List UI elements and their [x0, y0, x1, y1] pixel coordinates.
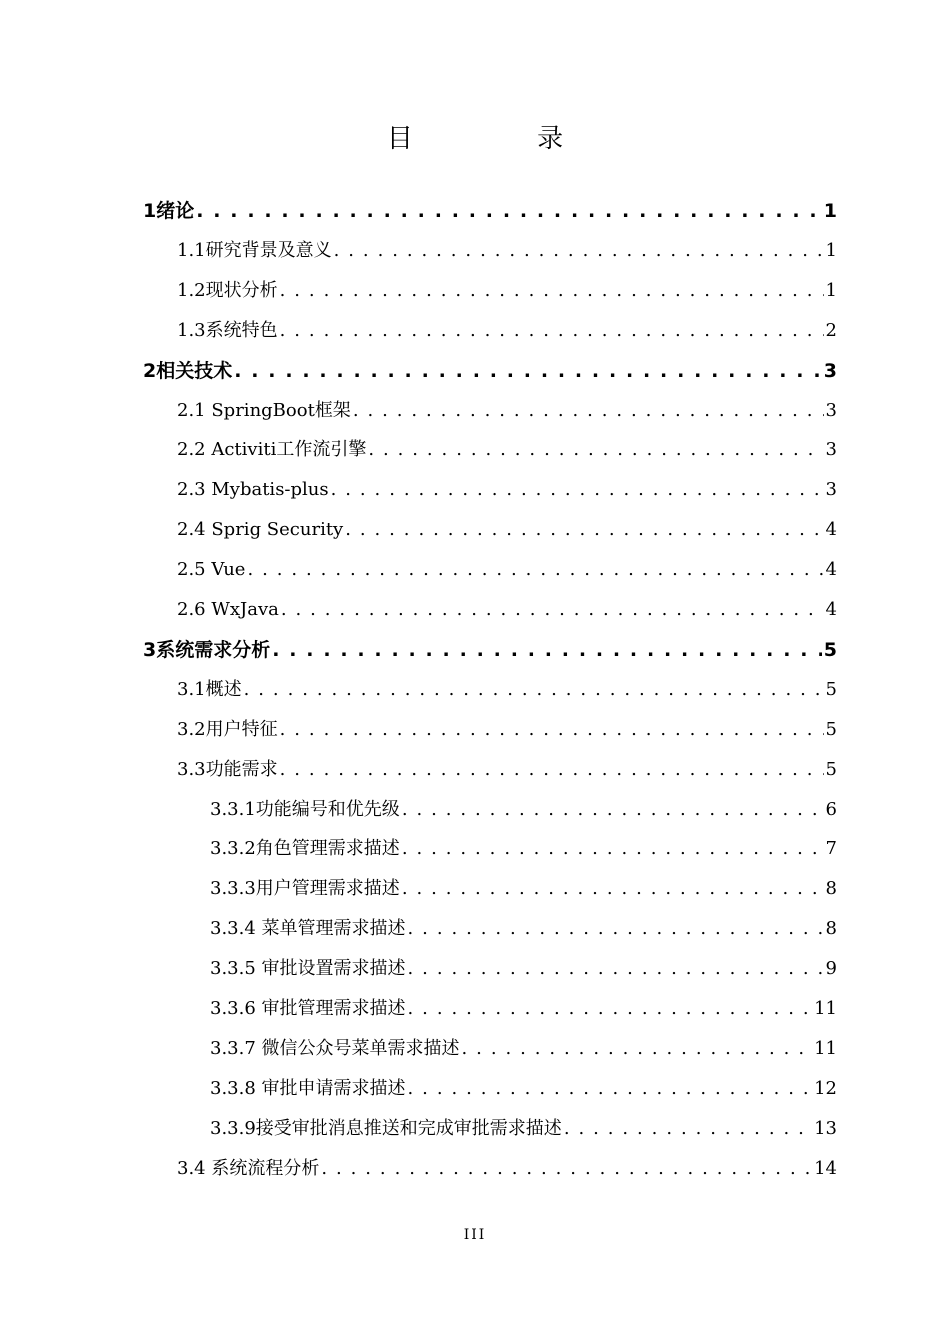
toc-entry-title: 1.3系统特色 [177, 319, 278, 341]
toc-entry-level-3[interactable] [210, 915, 837, 943]
dot-leader [234, 357, 822, 385]
toc-entry-page: 1 [825, 239, 837, 261]
toc-entry-level-2[interactable] [177, 676, 837, 704]
toc-entry-level-2[interactable] [177, 436, 837, 464]
toc-entry-page: 11 [814, 1037, 837, 1059]
toc-entry-page: 4 [825, 559, 837, 581]
toc-entry-title: 1绪论 [143, 200, 195, 222]
dot-leader [272, 636, 822, 664]
toc-entry-page: 5 [825, 718, 837, 740]
toc-entry-level-2[interactable] [177, 716, 837, 744]
toc-entry-page: 5 [825, 758, 837, 780]
toc-entry-page: 14 [814, 1157, 837, 1179]
dot-leader [353, 397, 824, 425]
toc-entry-title: 2.5 Vue [177, 559, 246, 581]
dot-leader [408, 955, 824, 983]
dot-leader [345, 516, 823, 544]
toc-entry-page: 5 [825, 678, 837, 700]
toc-entry-level-2[interactable] [177, 756, 837, 784]
toc-entry-page: 3 [825, 439, 837, 461]
dot-leader [280, 716, 824, 744]
toc-entry-title: 2.6 WxJava [177, 599, 279, 620]
dot-leader [280, 277, 824, 305]
toc-entry-title: 2.1 SpringBoot框架 [177, 399, 351, 421]
toc-entry-level-2[interactable] [177, 476, 837, 504]
toc-entry-page: 5 [823, 638, 837, 661]
toc-entry-page: 4 [825, 519, 837, 541]
toc-entry-title: 3.3.6 审批管理需求描述 [210, 998, 406, 1019]
toc-entry-page: 8 [825, 878, 837, 900]
toc-entry-level-2[interactable] [177, 397, 837, 425]
dot-leader [321, 1155, 812, 1183]
toc-entry-title: 2.2 Activiti工作流引擎 [177, 439, 367, 461]
dot-leader [331, 476, 824, 504]
dot-leader [247, 556, 823, 584]
dot-leader [196, 197, 822, 225]
toc-entry-level-1[interactable] [143, 197, 837, 225]
dot-leader [244, 676, 824, 704]
toc-entry-level-2[interactable] [177, 277, 837, 305]
toc-entry-level-2[interactable] [177, 556, 837, 584]
toc-entry-page: 2 [825, 319, 837, 341]
dot-leader [408, 915, 824, 943]
dot-leader [408, 995, 813, 1023]
toc-entry-page: 6 [825, 798, 837, 820]
dot-leader [402, 835, 824, 863]
toc-entry-title: 2.3 Mybatis-plus [177, 479, 329, 501]
dot-leader [462, 1035, 813, 1063]
toc-entry-page: 4 [825, 599, 837, 620]
toc-entry-title: 2.4 Sprig Security [177, 519, 344, 541]
toc-entry-level-2[interactable] [177, 596, 837, 624]
dot-leader [402, 796, 824, 824]
toc-entry-title: 3.3.1功能编号和优先级 [210, 798, 400, 820]
dot-leader [280, 317, 824, 345]
toc-entry-title: 3.3.9接受审批消息推送和完成审批需求描述 [210, 1117, 562, 1139]
toc-entry-level-2[interactable] [177, 317, 837, 345]
toc-entry-level-3[interactable] [210, 955, 837, 983]
toc-entry-title: 3.1概述 [177, 678, 242, 700]
toc-entry-title: 3.3功能需求 [177, 758, 278, 780]
toc-entry-level-3[interactable] [210, 835, 837, 863]
toc-entry-level-3[interactable] [210, 796, 837, 824]
toc-entry-page: 1 [823, 200, 837, 222]
toc-entry-title: 1.1研究背景及意义 [177, 239, 332, 261]
toc-entry-level-1[interactable] [143, 636, 837, 664]
dot-leader [334, 237, 824, 265]
toc-entry-page: 9 [825, 958, 837, 980]
toc-title: 目 录 [386, 124, 622, 154]
toc-entry-level-3[interactable] [210, 875, 837, 903]
toc-entry-title: 2相关技术 [143, 359, 233, 382]
toc-entry-level-3[interactable] [210, 1035, 837, 1063]
toc-entry-page: 3 [825, 479, 837, 501]
toc-entry-page: 12 [814, 1077, 837, 1099]
dot-leader [564, 1115, 812, 1143]
toc-entry-title: 3.4 系统流程分析 [177, 1157, 320, 1179]
toc-entry-level-2[interactable] [177, 516, 837, 544]
dot-leader [408, 1075, 813, 1103]
page-number: III [463, 1227, 487, 1243]
toc-entry-level-3[interactable] [210, 995, 837, 1023]
toc-entry-page: 8 [825, 918, 837, 940]
dot-leader [280, 756, 824, 784]
toc-entry-level-3[interactable] [210, 1075, 837, 1103]
toc-entry-level-2[interactable] [177, 237, 837, 265]
toc-entry-title: 3.3.4 菜单管理需求描述 [210, 918, 406, 940]
toc-entry-page: 13 [814, 1117, 837, 1139]
toc-entry-level-1[interactable] [143, 357, 837, 385]
toc-entry-title: 3.3.2角色管理需求描述 [210, 838, 400, 860]
toc-entry-page: 3 [823, 359, 837, 382]
toc-entry-page: 7 [825, 838, 837, 860]
toc-entry-title: 3.3.7 微信公众号菜单需求描述 [210, 1037, 460, 1059]
dot-leader [281, 596, 824, 624]
toc-entry-title: 3.3.5 审批设置需求描述 [210, 958, 406, 980]
toc-entry-level-3[interactable] [210, 1115, 837, 1143]
toc-entry-title: 3.3.3用户管理需求描述 [210, 878, 400, 900]
toc-entry-page: 3 [825, 399, 837, 421]
toc-entry-title: 1.2现状分析 [177, 279, 278, 301]
toc-entry-page: 1 [825, 279, 837, 301]
toc-entry-title: 3.2用户特征 [177, 718, 278, 740]
toc-entry-title: 3.3.8 审批申请需求描述 [210, 1077, 406, 1099]
toc-entry-level-2[interactable] [177, 1155, 837, 1183]
toc-entry-title: 3系统需求分析 [143, 638, 271, 661]
dot-leader [368, 436, 823, 464]
toc-entry-page: 11 [814, 998, 837, 1019]
dot-leader [402, 875, 824, 903]
